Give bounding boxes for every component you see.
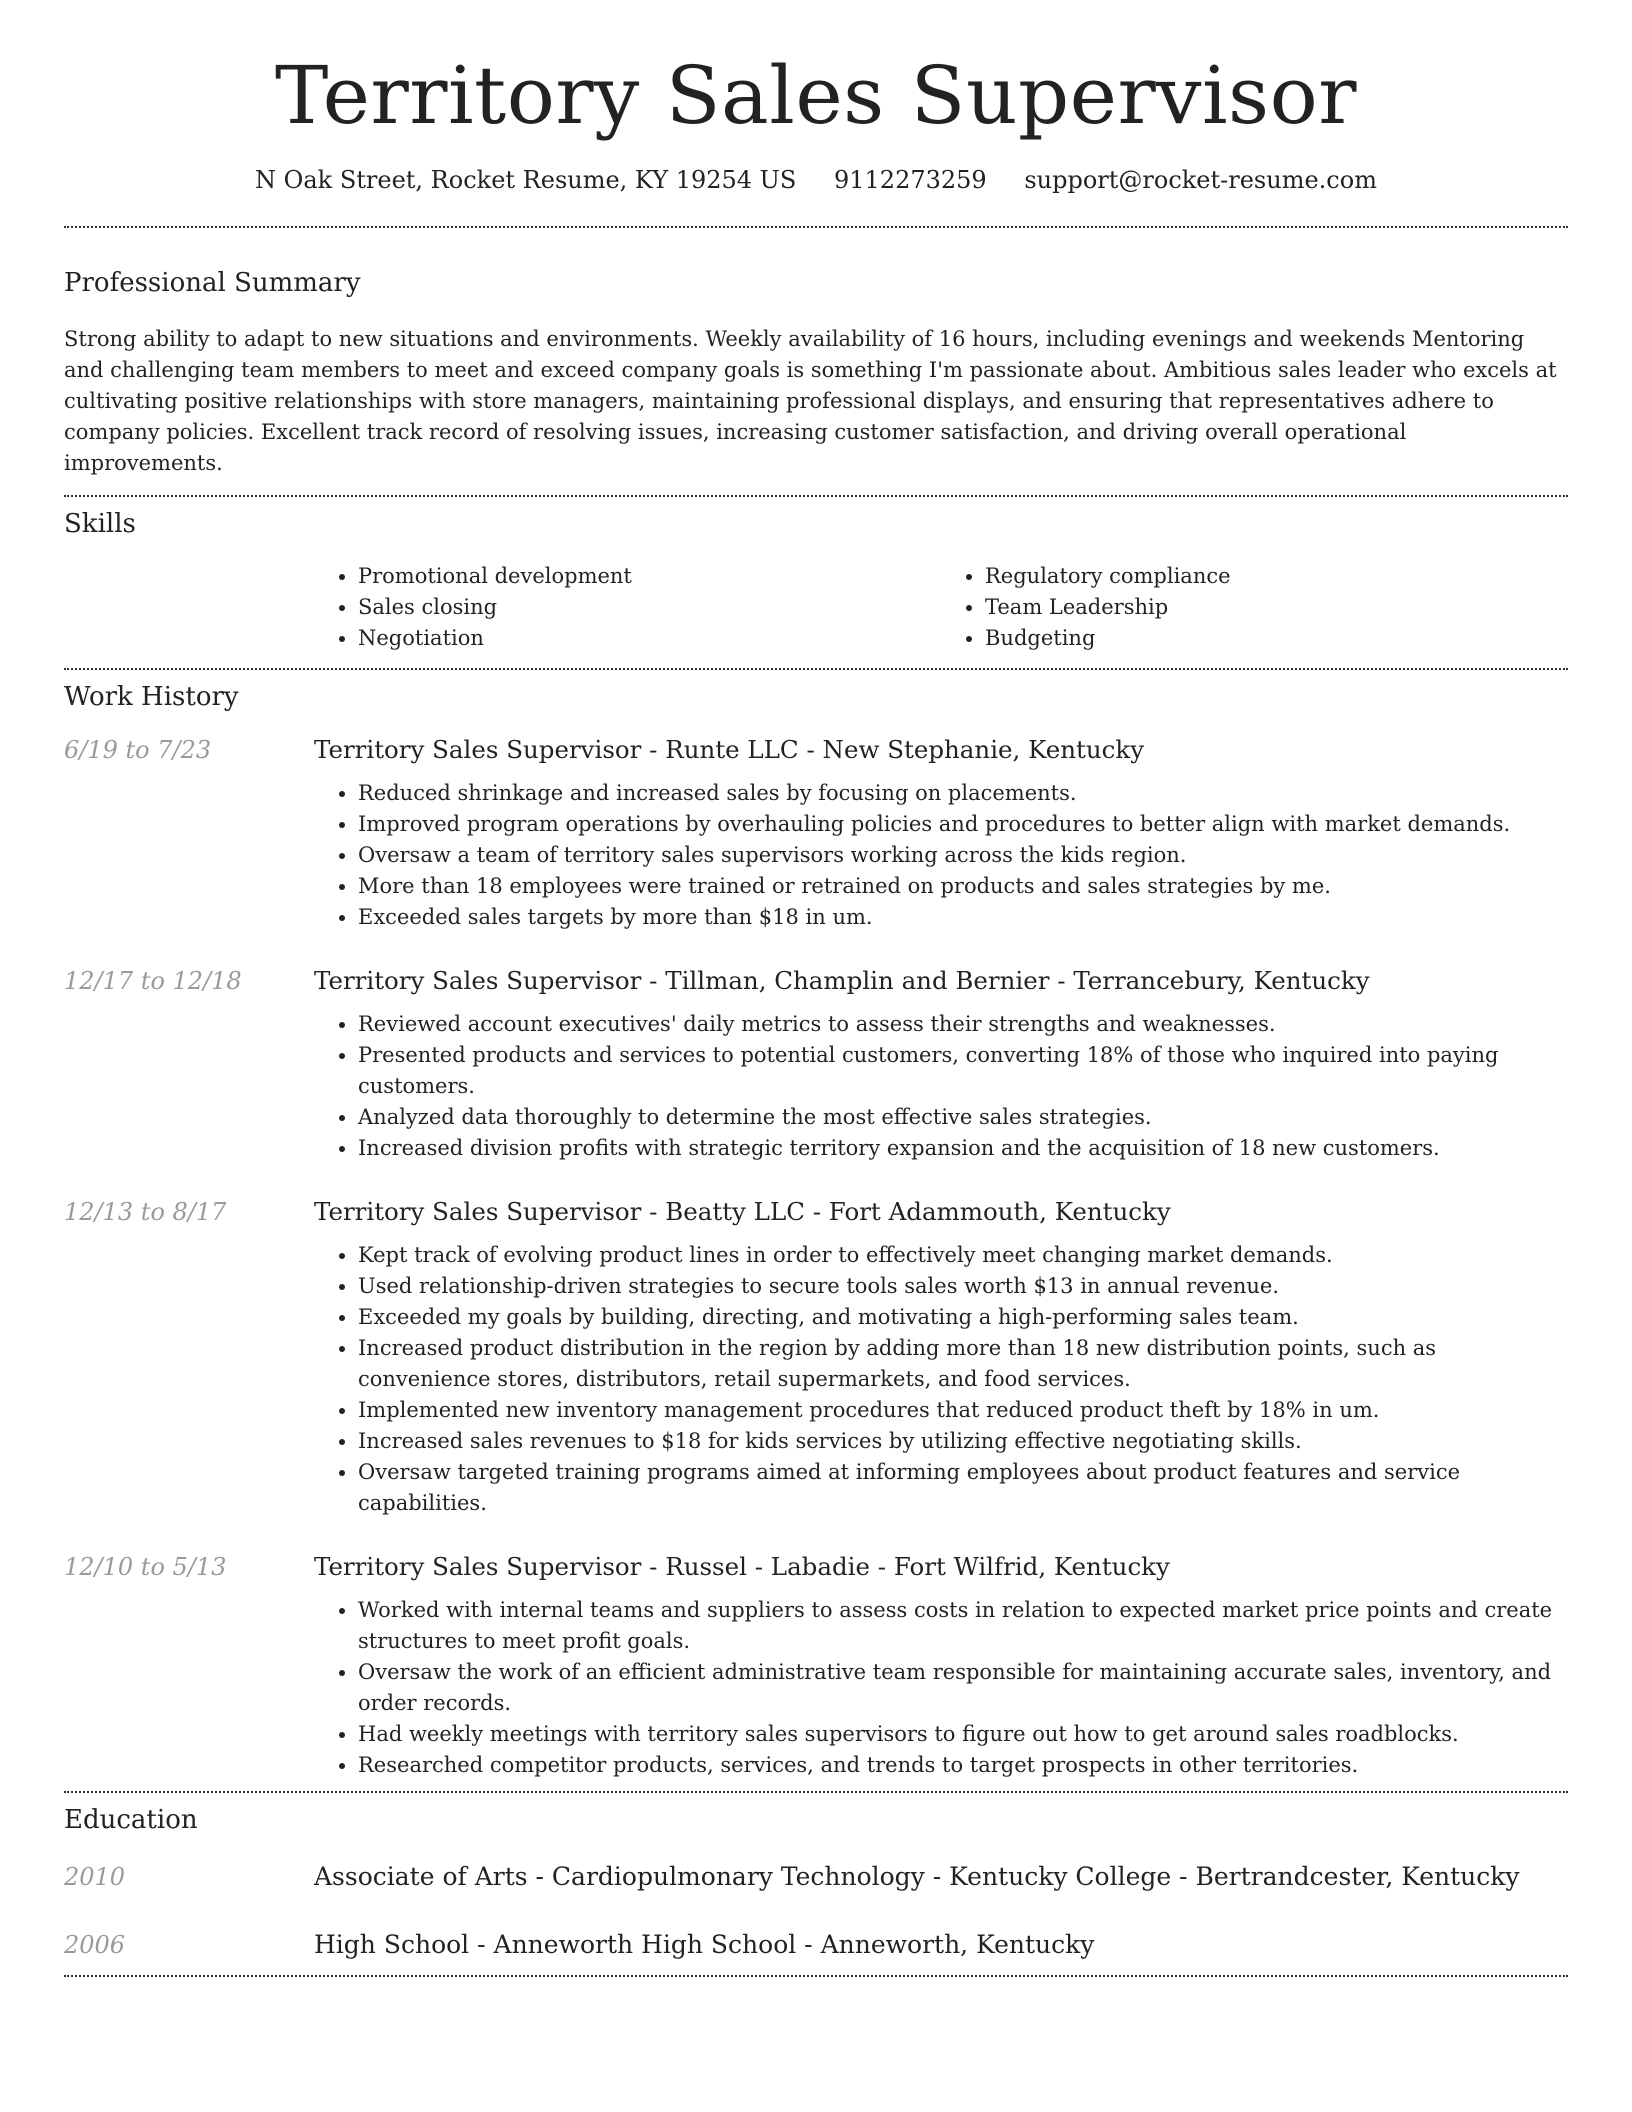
education-heading: Education bbox=[64, 1805, 198, 1835]
skill-item: • Negotiation bbox=[358, 623, 941, 654]
job-bullet: • Exceeded sales targets by more than $18 in um. bbox=[358, 902, 1568, 933]
education-year: 2006 bbox=[64, 1931, 126, 1959]
skills-column-right bbox=[941, 561, 1568, 654]
job-bullet: • Reviewed account executives' daily metrics to assess their strengths and weaknesses. bbox=[358, 1009, 1568, 1040]
job-entry bbox=[64, 965, 1568, 1164]
summary-section bbox=[64, 228, 1568, 495]
education-title: Associate of Arts - Cardiopulmonary Technology - Kentucky College - Bertrandcester, Kentucky bbox=[314, 1862, 1520, 1891]
job-title: Territory Sales Supervisor - Tillman, Champlin and Bernier - Terrancebury, Kentucky bbox=[314, 966, 1370, 995]
job-details bbox=[314, 1551, 1568, 1781]
job-bullet: • Implemented new inventory management procedures that reduced product theft by 18% in um. bbox=[358, 1395, 1568, 1426]
summary-text: Strong ability to adapt to new situations and environments. Weekly availability of 16 hours, including evenings and weekends Mentoring and challenging team members to meet and exceed company goals is something I'm passionate about. Ambitious sales leader who excels at cultivating positive relationships with store managers, maintaining professional displays, and ensuring that representatives adhere to company policies. Excellent track record of resolving issues, increasing customer satisfaction, and driving overall operational improvements. bbox=[64, 327, 1557, 475]
job-details bbox=[314, 1196, 1568, 1519]
job-bullets bbox=[314, 1240, 1568, 1519]
job-bullets bbox=[314, 1595, 1568, 1781]
job-bullet: • Increased division profits with strategic territory expansion and the acquisition of 18 new customers. bbox=[358, 1133, 1568, 1164]
job-title: Territory Sales Supervisor - Russel - Labadie - Fort Wilfrid, Kentucky bbox=[314, 1552, 1170, 1581]
education-entry bbox=[64, 1929, 1568, 1961]
job-bullet: • Reduced shrinkage and increased sales by focusing on placements. bbox=[358, 778, 1568, 809]
skill-item: • Sales closing bbox=[358, 592, 941, 623]
contact-line bbox=[64, 166, 1568, 194]
job-bullet: • Worked with internal teams and suppliers to assess costs in relation to expected market price points and create structures to meet profit goals. bbox=[358, 1595, 1568, 1657]
work-history-section bbox=[64, 670, 1568, 1791]
job-title: Territory Sales Supervisor - Runte LLC - New Stephanie, Kentucky bbox=[314, 735, 1145, 764]
skill-item: • Regulatory compliance bbox=[985, 561, 1568, 592]
resume-header bbox=[64, 0, 1568, 194]
skill-item: • Team Leadership bbox=[985, 592, 1568, 623]
job-dates: 12/10 to 5/13 bbox=[64, 1553, 227, 1581]
job-details bbox=[314, 734, 1568, 933]
job-bullet: • Had weekly meetings with territory sales supervisors to figure out how to get around sales roadblocks. bbox=[358, 1719, 1568, 1750]
candidate-name: Territory Sales Supervisor bbox=[274, 49, 1358, 142]
job-entry bbox=[64, 734, 1568, 933]
skills-list bbox=[314, 561, 1568, 654]
job-bullet: • Oversaw a team of territory sales supervisors working across the kids region. bbox=[358, 840, 1568, 871]
job-bullet: • Analyzed data thoroughly to determine the most effective sales strategies. bbox=[358, 1102, 1568, 1133]
education-year: 2010 bbox=[64, 1863, 126, 1891]
contact-address: N Oak Street, Rocket Resume, KY 19254 US bbox=[255, 166, 797, 194]
job-bullet: • Presented products and services to potential customers, converting 18% of those who inquired into paying customers. bbox=[358, 1040, 1568, 1102]
contact-phone: 9112273259 bbox=[833, 166, 987, 194]
job-bullet: • More than 18 employees were trained or retrained on products and sales strategies by me. bbox=[358, 871, 1568, 902]
job-details bbox=[314, 965, 1568, 1164]
job-dates: 12/17 to 12/18 bbox=[64, 967, 242, 995]
job-dates: 6/19 to 7/23 bbox=[64, 736, 212, 764]
job-entry bbox=[64, 1196, 1568, 1519]
skill-item: • Promotional development bbox=[358, 561, 941, 592]
summary-heading: Professional Summary bbox=[64, 268, 361, 298]
job-bullet: • Increased product distribution in the region by adding more than 18 new distribution points, such as convenience stores, distributors, retail supermarkets, and food services. bbox=[358, 1333, 1568, 1395]
job-bullets bbox=[314, 1009, 1568, 1164]
job-bullets bbox=[314, 778, 1568, 933]
job-bullet: • Oversaw targeted training programs aimed at informing employees about product features and service capabilities. bbox=[358, 1457, 1568, 1519]
skills-column-left bbox=[314, 561, 941, 654]
contact-email: support@rocket-resume.com bbox=[1024, 166, 1377, 194]
job-bullet: • Kept track of evolving product lines in order to effectively meet changing market demands. bbox=[358, 1240, 1568, 1271]
job-bullet: • Increased sales revenues to $18 for kids services by utilizing effective negotiating skills. bbox=[358, 1426, 1568, 1457]
job-entry bbox=[64, 1551, 1568, 1781]
job-title: Territory Sales Supervisor - Beatty LLC - Fort Adammouth, Kentucky bbox=[314, 1197, 1171, 1226]
skills-section bbox=[64, 497, 1568, 668]
divider bbox=[64, 1975, 1568, 1977]
job-bullet: • Improved program operations by overhauling policies and procedures to better align with market demands. bbox=[358, 809, 1568, 840]
job-dates: 12/13 to 8/17 bbox=[64, 1198, 227, 1226]
education-section bbox=[64, 1793, 1568, 1975]
education-entry bbox=[64, 1861, 1568, 1893]
work-history-heading: Work History bbox=[64, 682, 239, 712]
skill-item: • Budgeting bbox=[985, 623, 1568, 654]
education-title: High School - Anneworth High School - Anneworth, Kentucky bbox=[314, 1930, 1095, 1959]
job-bullet: • Exceeded my goals by building, directing, and motivating a high-performing sales team. bbox=[358, 1302, 1568, 1333]
job-bullet: • Oversaw the work of an efficient administrative team responsible for maintaining accurate sales, inventory, and order records. bbox=[358, 1657, 1568, 1719]
job-bullet: • Used relationship-driven strategies to secure tools sales worth $13 in annual revenue. bbox=[358, 1271, 1568, 1302]
skills-heading: Skills bbox=[64, 509, 136, 539]
job-bullet: • Researched competitor products, services, and trends to target prospects in other territories. bbox=[358, 1750, 1568, 1781]
